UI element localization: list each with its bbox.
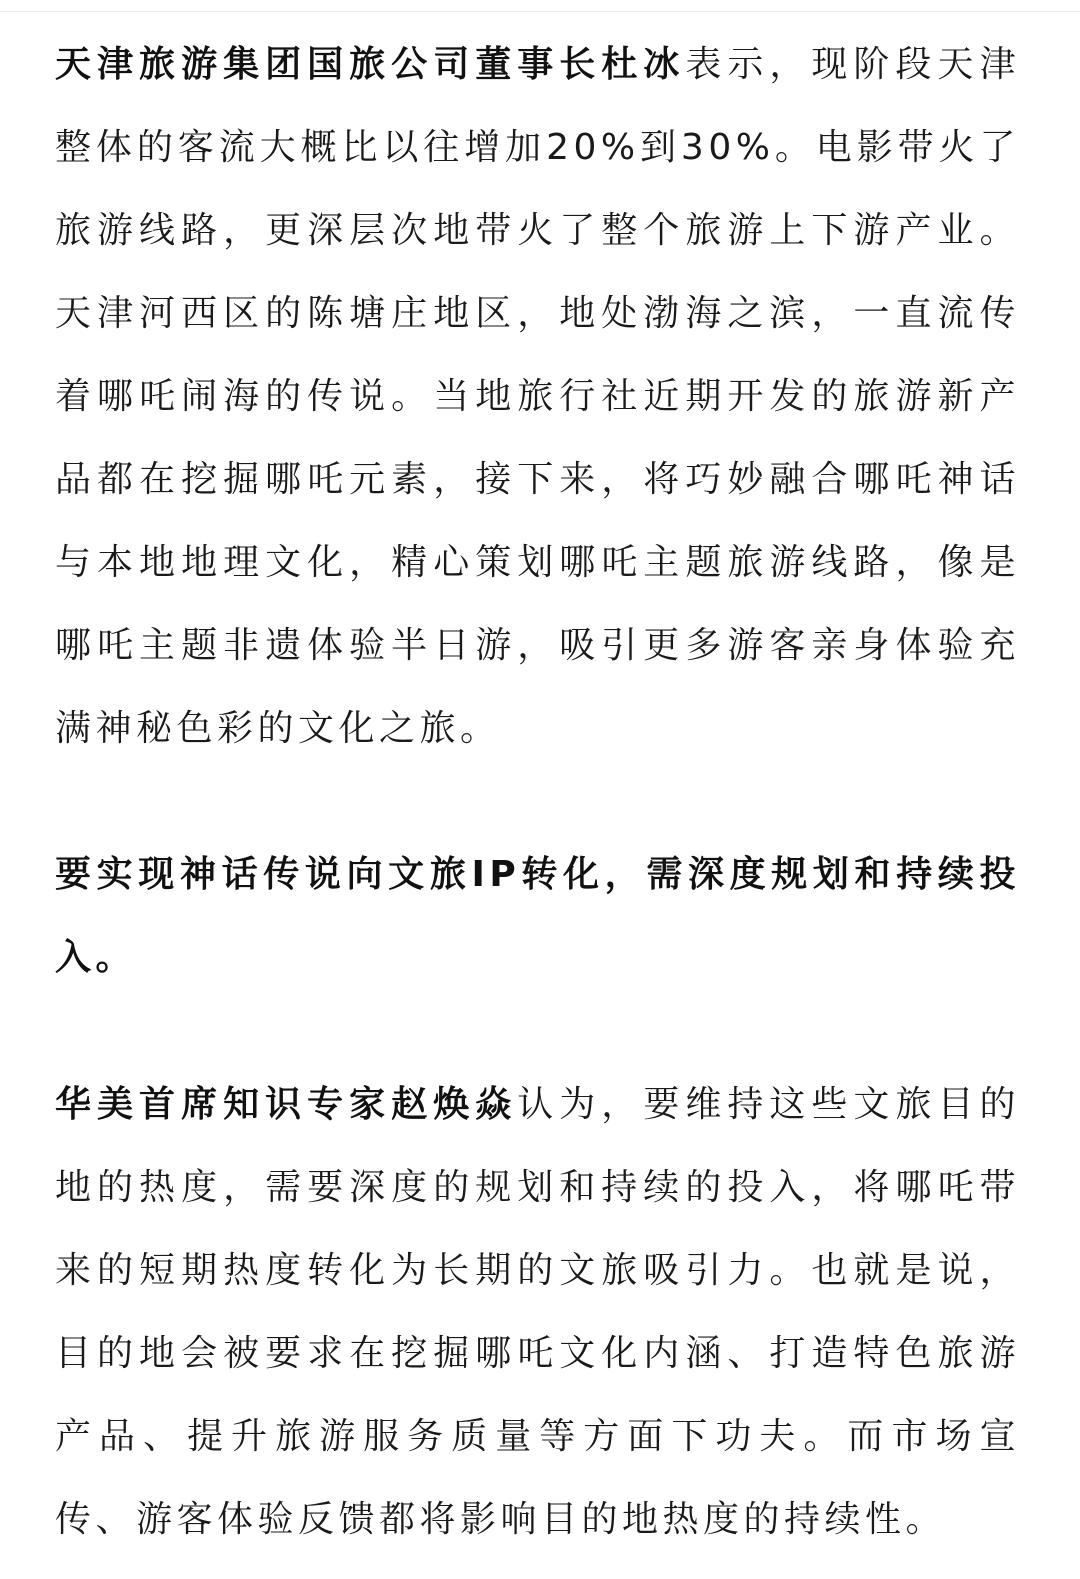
paragraph-du-bing <box>55 23 1020 770</box>
paragraph-text: 表示，现阶段天津整体的客流大概比以往增加20%到30%。电影带火了旅游线路，更深层次地带火了整个旅游上下游产业。天津河西区的陈塘庄地区，地处渤海之滨，一直流传着哪吒闹海的传说。当地旅行社近期开发的旅游新产品都在挖掘哪吒元素，接下来，将巧妙融合哪吒神话与本地地理文化，精心策划哪吒主题旅游线路，像是哪吒主题非遗体验半日游，吸引更多游客亲身体验充满神秘色彩的文化之旅。 <box>55 44 1020 749</box>
paragraph-zhao-huanyan <box>55 1063 1020 1561</box>
speaker-du-bing: 天津旅游集团国旅公司董事长杜冰 <box>55 44 686 85</box>
speaker-zhao-huanyan: 华美首席知识专家赵焕焱 <box>55 1084 518 1125</box>
top-divider <box>0 11 1080 12</box>
paragraph-text: 认为，要维持这些文旅目的地的热度，需要深度的规划和持续的投入，将哪吒带来的短期热度转化为长期的文旅吸引力。也就是说，目的地会被要求在挖掘哪吒文化内涵、打造特色旅游产品、提升旅游服务质量等方面下功夫。而市场宣传、游客体验反馈都将影响目的地热度的持续性。 <box>55 1084 1020 1540</box>
article-body <box>55 23 1020 1561</box>
section-heading: 要实现神话传说向文旅IP转化，需深度规划和持续投入。 <box>55 854 1020 978</box>
